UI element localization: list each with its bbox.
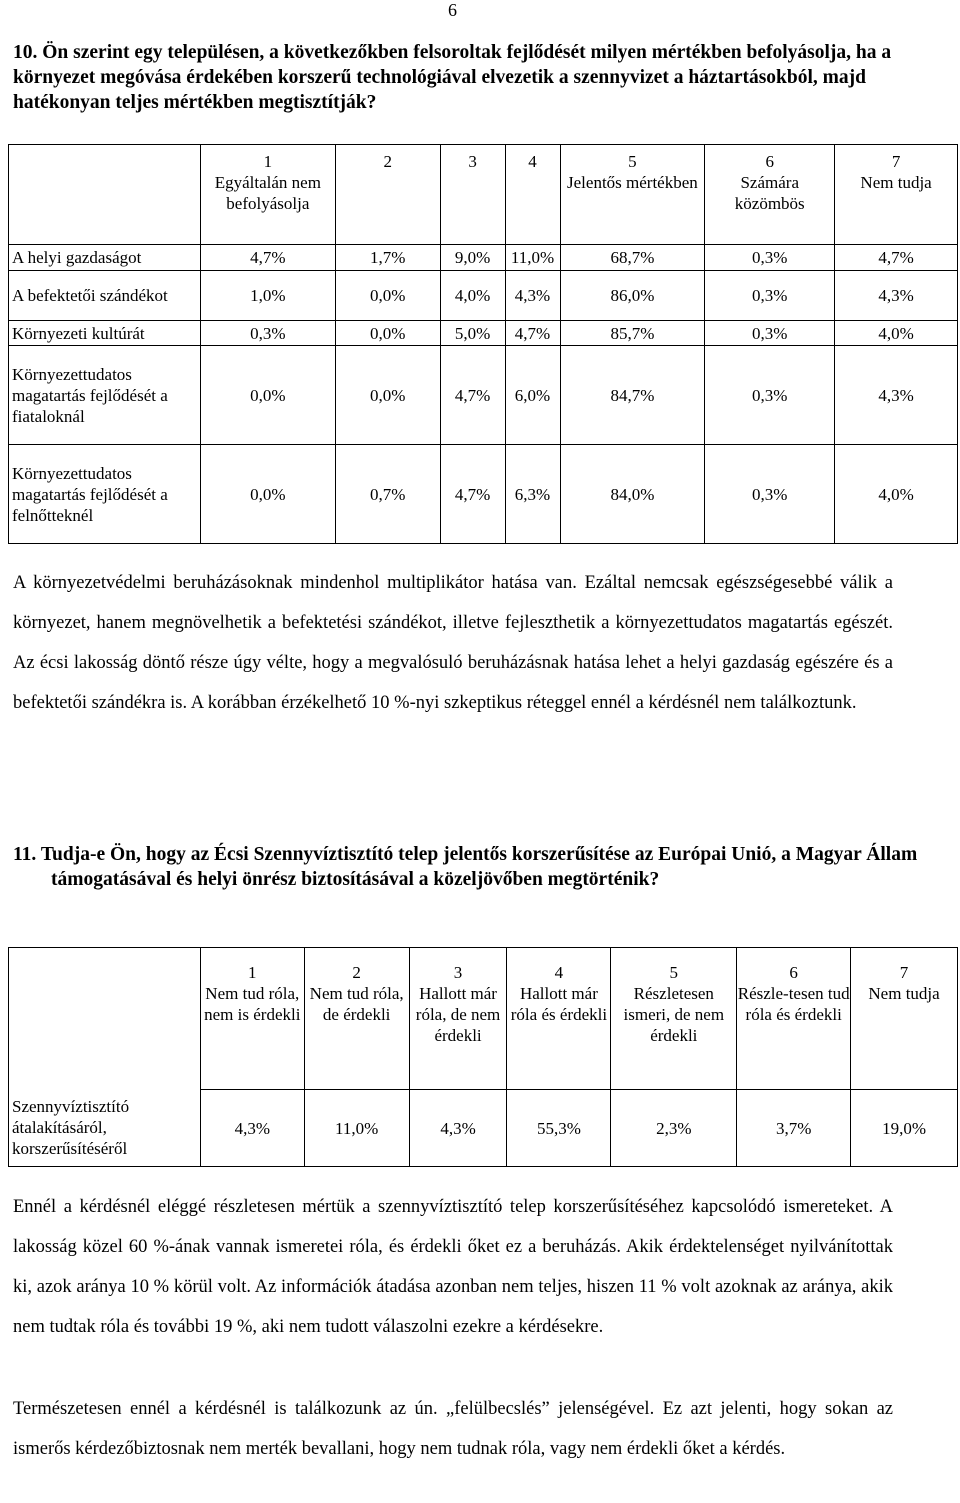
cell: 85,7% [560,321,705,346]
cell: 2,3% [611,1090,737,1167]
row-label: Szennyvíztisztító átalakításáról, korszerűsítéséről [9,948,201,1167]
table-row [9,245,958,271]
table-row [9,271,958,321]
cell: 4,0% [440,271,505,321]
cell: 4,3% [409,1090,507,1167]
paragraph-3: Természetesen ennél a kérdésnél is találkozunk az ún. „felülbecslés” jelenségével. Ez azt jelenti, hogy sokan az ismerős kérdezőbiztosnak nem merték bevallani, hogy nem tudnak róla, vagy nem érdekli őket a kérdés. [13,1399,893,1459]
cell: 9,0% [440,245,505,271]
row-label: Környezettudatos magatartás fejlődését a felnőtteknél [9,445,201,544]
table-header-row [9,948,958,1090]
cell: 11,0% [304,1090,409,1167]
question-text: Ön szerint egy településen, a következőkben felsoroltak fejlődését milyen mértékben befolyásolja, ha a környezet megóvása érdekében korszerű technológiával elvezetik a szennyvizet a háztartásokból, majd hatékonyan teljes mértékben megtisztítják? [13,42,892,113]
cell: 0,0% [335,271,440,321]
cell: 1,0% [200,271,335,321]
cell: 4,7% [440,346,505,445]
cell: 11,0% [505,245,560,271]
col-header: 7 Nem tudja [835,145,958,245]
cell: 55,3% [507,1090,611,1167]
cell: 1,7% [335,245,440,271]
cell: 0,3% [705,321,835,346]
cell: 84,7% [560,346,705,445]
row-label: Környezeti kultúrát [9,321,201,346]
paragraph-2: Ennél a kérdésnél eléggé részletesen mértük a szennyvíztisztító telep korszerűsítéséhez kapcsolódó ismereteket. A lakosság közel 60 %-ának vannak ismeretei róla, és érdekli őket ez a beruházás. Akik érdektelenséget nyilvánítottak ki, azok aránya 10 % körül volt. Az információk átadása azonban nem teljes, hiszen 11 % volt azoknak az aránya, akik nem tudtak róla és további 19 %, aki nem tudott válaszolni ezekre a kérdésekre. [13,1197,893,1337]
col-header: 1 Egyáltalán nem befolyásolja [200,145,335,245]
col-header: 2 [335,145,440,245]
cell: 68,7% [560,245,705,271]
question-text: Tudja-e Ön, hogy az Écsi Szennyvíztisztító telep jelentős korszerűsítése az Európai Unió, a Magyar Állam támogatásával és helyi önrész biztosításával a közeljövőben megtörténik? [40,844,918,890]
cell: 4,3% [835,346,958,445]
cell: 0,7% [335,445,440,544]
cell: 4,7% [835,245,958,271]
cell: 4,3% [200,1090,304,1167]
col-header: 5 Jelentős mértékben [560,145,705,245]
cell: 6,0% [505,346,560,445]
cell: 0,3% [200,321,335,346]
cell: 86,0% [560,271,705,321]
col-header: 5 Részletesen ismeri, de nem érdekli [611,948,737,1090]
table-header-row [9,145,958,245]
cell: 19,0% [851,1090,958,1167]
col-header: 1 Nem tud róla, nem is érdekli [200,948,304,1090]
col-header: 2 Nem tud róla, de érdekli [304,948,409,1090]
col-header: 4 Hallott már róla és érdekli [507,948,611,1090]
cell: 0,3% [705,271,835,321]
cell: 3,7% [737,1090,851,1167]
paragraph-1: A környezetvédelmi beruházásoknak mindenhol multiplikátor hatása van. Ezáltal nemcsak egészségesebbé válik a környezet, hanem megnövelhetik a befektetési szándékot, illetve fejleszthetik a környezettudatos magatartás egészét. Az écsi lakosság döntő része úgy vélte, hogy a megvalósuló beruházásnak hatása lehet a helyi gazdaság egészére és a befektetői szándékra is. A korábban érzékelhető 10 %-nyi szkeptikus réteggel ennél a kérdésnél nem találkoztunk. [13,573,893,713]
cell: 4,7% [440,445,505,544]
cell: 5,0% [440,321,505,346]
page-number: 6 [448,0,457,20]
question-number: 10. [13,42,38,63]
cell: 4,3% [835,271,958,321]
row-label: A helyi gazdaságot [9,245,201,271]
question-10-table [8,144,958,544]
cell: 0,0% [200,445,335,544]
cell: 0,3% [705,346,835,445]
cell: 4,7% [200,245,335,271]
table-row [9,346,958,445]
row-label: A befektetői szándékot [9,271,201,321]
cell: 0,0% [200,346,335,445]
table-row [9,321,958,346]
col-header: 4 [505,145,560,245]
cell: 0,3% [705,445,835,544]
col-header: 6 Számára közömbös [705,145,835,245]
question-11 [13,842,933,892]
cell: 4,7% [505,321,560,346]
table-row [9,445,958,544]
question-number: 11. [13,844,37,865]
col-header: 3 [440,145,505,245]
question-11-table [8,947,958,1167]
cell: 0,0% [335,346,440,445]
cell: 0,3% [705,245,835,271]
col-header: 7 Nem tudja [851,948,958,1090]
col-header: 6 Részle-tesen tud róla és érdekli [737,948,851,1090]
header-corner [9,145,201,245]
row-label: Környezettudatos magatartás fejlődését a fiataloknál [9,346,201,445]
col-header: 3 Hallott már róla, de nem érdekli [409,948,507,1090]
cell: 4,3% [505,271,560,321]
cell: 84,0% [560,445,705,544]
cell: 4,0% [835,445,958,544]
question-10 [13,40,933,115]
cell: 6,3% [505,445,560,544]
cell: 0,0% [335,321,440,346]
cell: 4,0% [835,321,958,346]
